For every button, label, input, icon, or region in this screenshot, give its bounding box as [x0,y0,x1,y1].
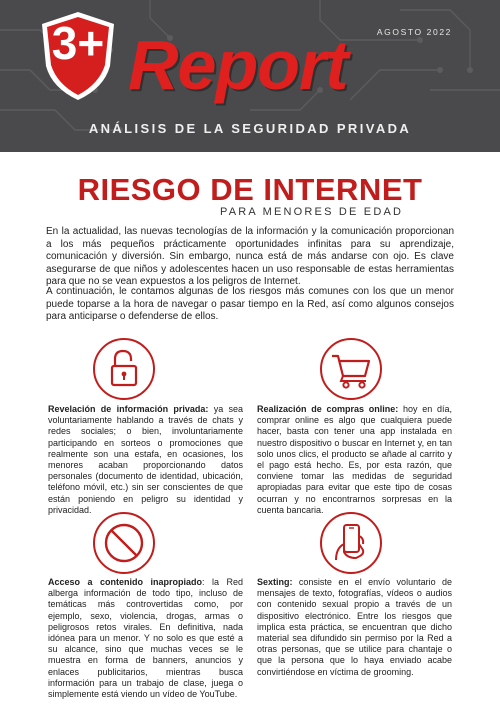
header-banner [0,0,500,152]
risk-text: consiste en el envío voluntario de mensajes de texto, fotografías, vídeos o audios con contenido sexual propio a través de un dispositivo electrónico. Entre los riesgos que implica esta práctica, se encuentran que dicho material sea difundido sin permiso por la Red a otras personas, que se utilice para chantaje o que la persona que lo haya enviado acabe convirtiéndose en víctima de grooming. [257,577,452,677]
header-subtitle: ANÁLISIS DE LA SEGURIDAD PRIVADA [88,121,412,136]
issue-date: AGOSTO 2022 [376,27,452,37]
phone-in-hand-icon [320,512,382,574]
risk-heading: Acceso a contenido inapropiado [48,577,202,587]
risk-text: hoy en día, comprar online es algo que cualquiera puede hacer, basta con tener una app instalada en nuestro dispositivo o buscar en Internet y, en tan solo unos clics, el producto se añade al carrito y el pago está hecho. Es, por esta razón, que conviene tomar las medidas de seguridad apropiadas para evitar que este tipo de cosas ocurran y no encontrarnos sorpresas en la cuenta bancaria. [257,404,452,515]
article-subtitle: PARA MENORES DE EDAD [220,206,404,218]
prohibited-icon [93,512,155,574]
risk-heading: Sexting: [257,577,293,587]
risk-sexting [257,577,452,678]
risk-private-info [48,404,243,516]
risk-heading: Revelación de información privada: [48,404,209,414]
risk-online-purchases [257,404,452,516]
unlocked-padlock-icon [93,338,155,400]
risk-heading: Realización de compras online: [257,404,399,414]
lead-paragraph: A continuación, le contamos algunas de los riesgos más comunes con los que un menor puede toparse a la hora de navegar o pasar tiempo en la Red, así como algunos consejos para anticiparse o defenderse de ellos. [46,286,454,323]
risk-text: ya sea voluntariamente hablando a través de chats y redes sociales; o bien, involuntariamente participando en sorteos o promociones que realmente son una estafa, en ocasiones, los menores acaban proporcionando datos personales (documento de identidad, ubicación, teléfono móvil, etc.) sin ser conscientes de que están poniendo en peligro su identidad y privacidad. [48,404,243,515]
brand-name: Report [128,26,348,104]
risk-text: : la Red alberga información de todo tipo, incluso de temáticas más controvertidas como, por ejemplo, sexo, violencia, drogas, armas o peligrosos retos virales. En definitiva, nada idónea para un menor. Y no solo es que esté a su alcance, sino que muchas veces se le muestra en forma de banners, anuncios y enlaces publicitarios, mientras busca información para un trabajo de clase, juega o simplemente está viendo un vídeo de YouTube. [48,577,243,700]
shopping-cart-icon [320,338,382,400]
risk-inappropriate-content [48,577,243,700]
logo-mark: 3+ [51,17,105,69]
intro-paragraph: En la actualidad, las nuevas tecnologías de la información y la comunicación proporcionan a los más pequeños prácticamente oportunidades infinitas para su aprendizaje, comunicación y diversión. Sin embargo, nunca está de más andarse con ojo. Es clave asegurarse de que niños y adolescentes hacen un uso responsable de estas herramientas para que no se vean expuestos a los peligros de Internet. [46,226,454,288]
article-title: RIESGO DE INTERNET [77,172,423,207]
